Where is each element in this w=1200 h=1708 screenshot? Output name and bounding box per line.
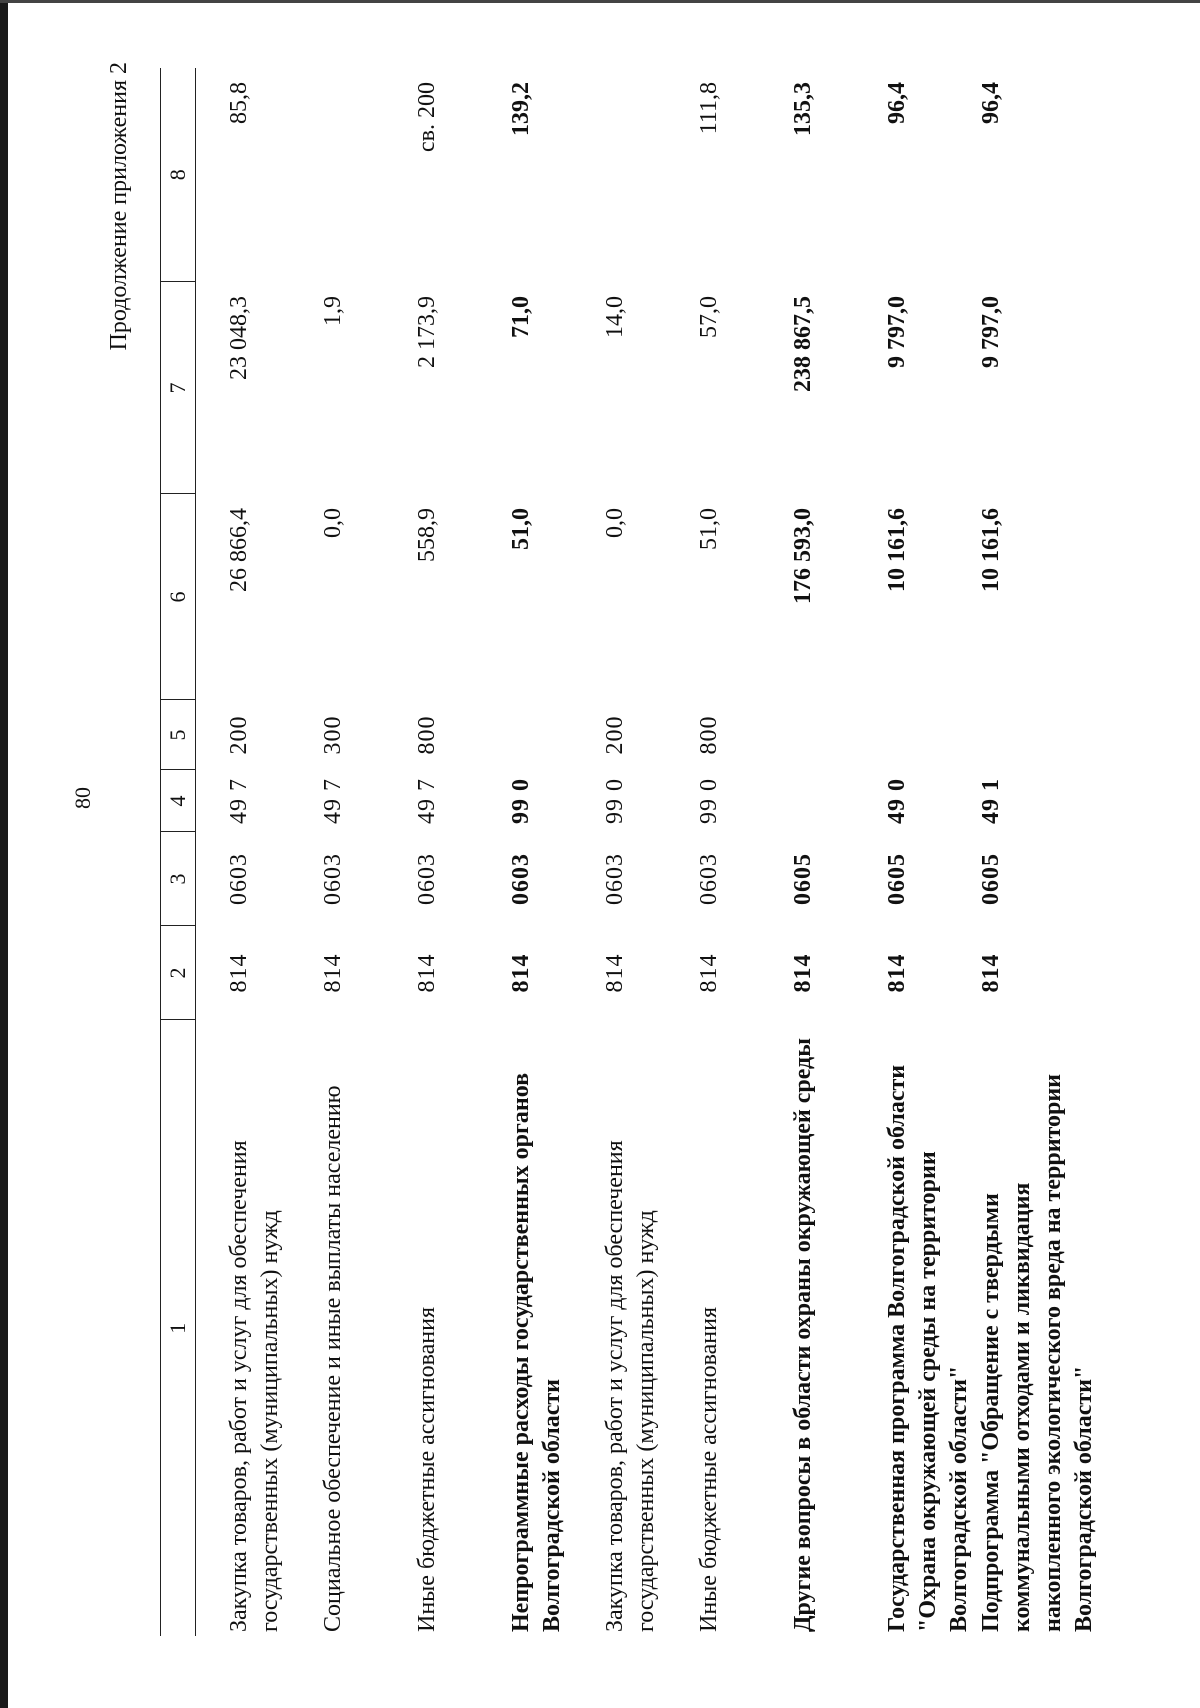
table-row: [788, 68, 882, 1636]
appendix-continuation-label: Продолжение приложения 2: [106, 62, 132, 351]
row-program-code: [788, 770, 882, 832]
row-value-col8: [600, 68, 694, 282]
table-row: [506, 68, 600, 1636]
row-expense-type-code: [788, 700, 882, 770]
row-name: Иные бюджетные ассигнования: [696, 1307, 722, 1632]
header-col-1: 1: [161, 1020, 196, 1636]
row-expense-type-code: [976, 700, 1100, 770]
header-col-3: 3: [161, 832, 196, 926]
table-row: [318, 68, 412, 1636]
row-value-col8: 96,4: [884, 82, 910, 124]
row-value-col8: [318, 68, 412, 282]
row-value-col8: 111,8: [696, 82, 722, 135]
row-value-col8: 96,4: [978, 82, 1004, 124]
row-name: Иные бюджетные ассигнования: [414, 1307, 440, 1632]
row-ministry-code: 814: [696, 953, 722, 993]
table-row: [412, 68, 506, 1636]
row-value-col6: 26 866,4: [226, 508, 252, 592]
header-col-2: 2: [161, 926, 196, 1020]
row-section-code: 0603: [414, 853, 440, 905]
header-col-7: 7: [161, 282, 196, 494]
row-program-code: 49 1: [978, 778, 1004, 824]
row-value-col6: 0,0: [602, 508, 628, 538]
row-value-col7: 71,0: [508, 296, 534, 338]
row-name: Государственная программа Волгоградской области "Охрана окружающей среды на территории Волгоградской области": [884, 1064, 972, 1632]
table-header-row: [161, 68, 196, 1636]
row-name: Непрограммные расходы государственных органов Волгоградской области: [508, 1072, 565, 1632]
row-value-col7: 9 797,0: [978, 296, 1004, 368]
table-row: [882, 68, 976, 1636]
row-expense-type-code: 800: [414, 715, 440, 755]
row-value-col7: 238 867,5: [790, 296, 816, 392]
header-col-6: 6: [161, 494, 196, 700]
header-col-5: 5: [161, 700, 196, 770]
row-name: Закупка товаров, работ и услуг для обеспечения государственных (муниципальных) нужд: [602, 1140, 659, 1632]
row-name: Закупка товаров, работ и услуг для обеспечения государственных (муниципальных) нужд: [226, 1140, 283, 1632]
row-value-col8: св. 200: [414, 82, 440, 152]
page-number: 80: [70, 787, 95, 809]
row-program-code: 99 0: [696, 778, 722, 824]
table-row: [600, 68, 694, 1636]
row-value-col7: 23 048,3: [226, 296, 252, 380]
budget-table: [160, 68, 1100, 1636]
row-section-code: 0603: [320, 853, 346, 905]
row-program-code: 99 0: [602, 778, 628, 824]
row-expense-type-code: 200: [602, 715, 628, 755]
header-col-8: 8: [161, 68, 196, 282]
row-value-col7: 9 797,0: [884, 296, 910, 368]
row-expense-type-code: 200: [226, 715, 252, 755]
row-program-code: 99 0: [508, 778, 534, 824]
row-ministry-code: 814: [414, 953, 440, 993]
row-section-code: 0603: [602, 853, 628, 905]
row-value-col6: 10 161,6: [884, 508, 910, 592]
row-section-code: 0605: [978, 853, 1004, 905]
row-value-col8: 85,8: [226, 82, 252, 124]
row-name: Другие вопросы в области охраны окружающей среды: [790, 1038, 816, 1632]
row-value-col8: 135,3: [790, 82, 816, 136]
row-section-code: 0603: [508, 853, 534, 905]
row-program-code: 49 7: [414, 778, 440, 824]
row-value-col7: 57,0: [696, 296, 722, 338]
row-ministry-code: 814: [790, 953, 816, 993]
row-ministry-code: 814: [978, 953, 1004, 993]
header-col-4: 4: [161, 770, 196, 832]
row-program-code: 49 0: [884, 778, 910, 824]
row-value-col6: 0,0: [320, 508, 346, 538]
row-expense-type-code: [506, 700, 600, 770]
row-value-col6: 51,0: [508, 508, 534, 550]
row-ministry-code: 814: [884, 953, 910, 993]
row-expense-type-code: 800: [696, 715, 722, 755]
row-section-code: 0605: [884, 853, 910, 905]
row-section-code: 0605: [790, 853, 816, 905]
row-value-col7: 14,0: [602, 296, 628, 338]
row-ministry-code: 814: [508, 953, 534, 993]
table-row: [196, 68, 319, 1636]
table-row: [694, 68, 788, 1636]
row-ministry-code: 814: [320, 953, 346, 993]
table-row: [976, 68, 1100, 1636]
row-section-code: 0603: [696, 853, 722, 905]
row-expense-type-code: 300: [320, 715, 346, 755]
row-program-code: 49 7: [226, 778, 252, 824]
row-program-code: 49 7: [320, 778, 346, 824]
row-name: Подпрограмма "Обращение с твердыми коммунальными отходами и ликвидация накопленного экологического вреда на территории Волгоградской области": [978, 1074, 1097, 1632]
row-value-col7: 2 173,9: [414, 296, 440, 368]
row-ministry-code: 814: [226, 953, 252, 993]
row-expense-type-code: [882, 700, 976, 770]
row-value-col6: 558,9: [414, 508, 440, 562]
row-name: Социальное обеспечение и иные выплаты населению: [320, 1085, 346, 1632]
row-value-col6: 10 161,6: [978, 508, 1004, 592]
row-value-col8: 139,2: [508, 82, 534, 136]
row-value-col6: 176 593,0: [790, 508, 816, 604]
row-ministry-code: 814: [602, 953, 628, 993]
row-value-col6: 51,0: [696, 508, 722, 550]
row-value-col7: 1,9: [320, 296, 346, 326]
row-section-code: 0603: [226, 853, 252, 905]
